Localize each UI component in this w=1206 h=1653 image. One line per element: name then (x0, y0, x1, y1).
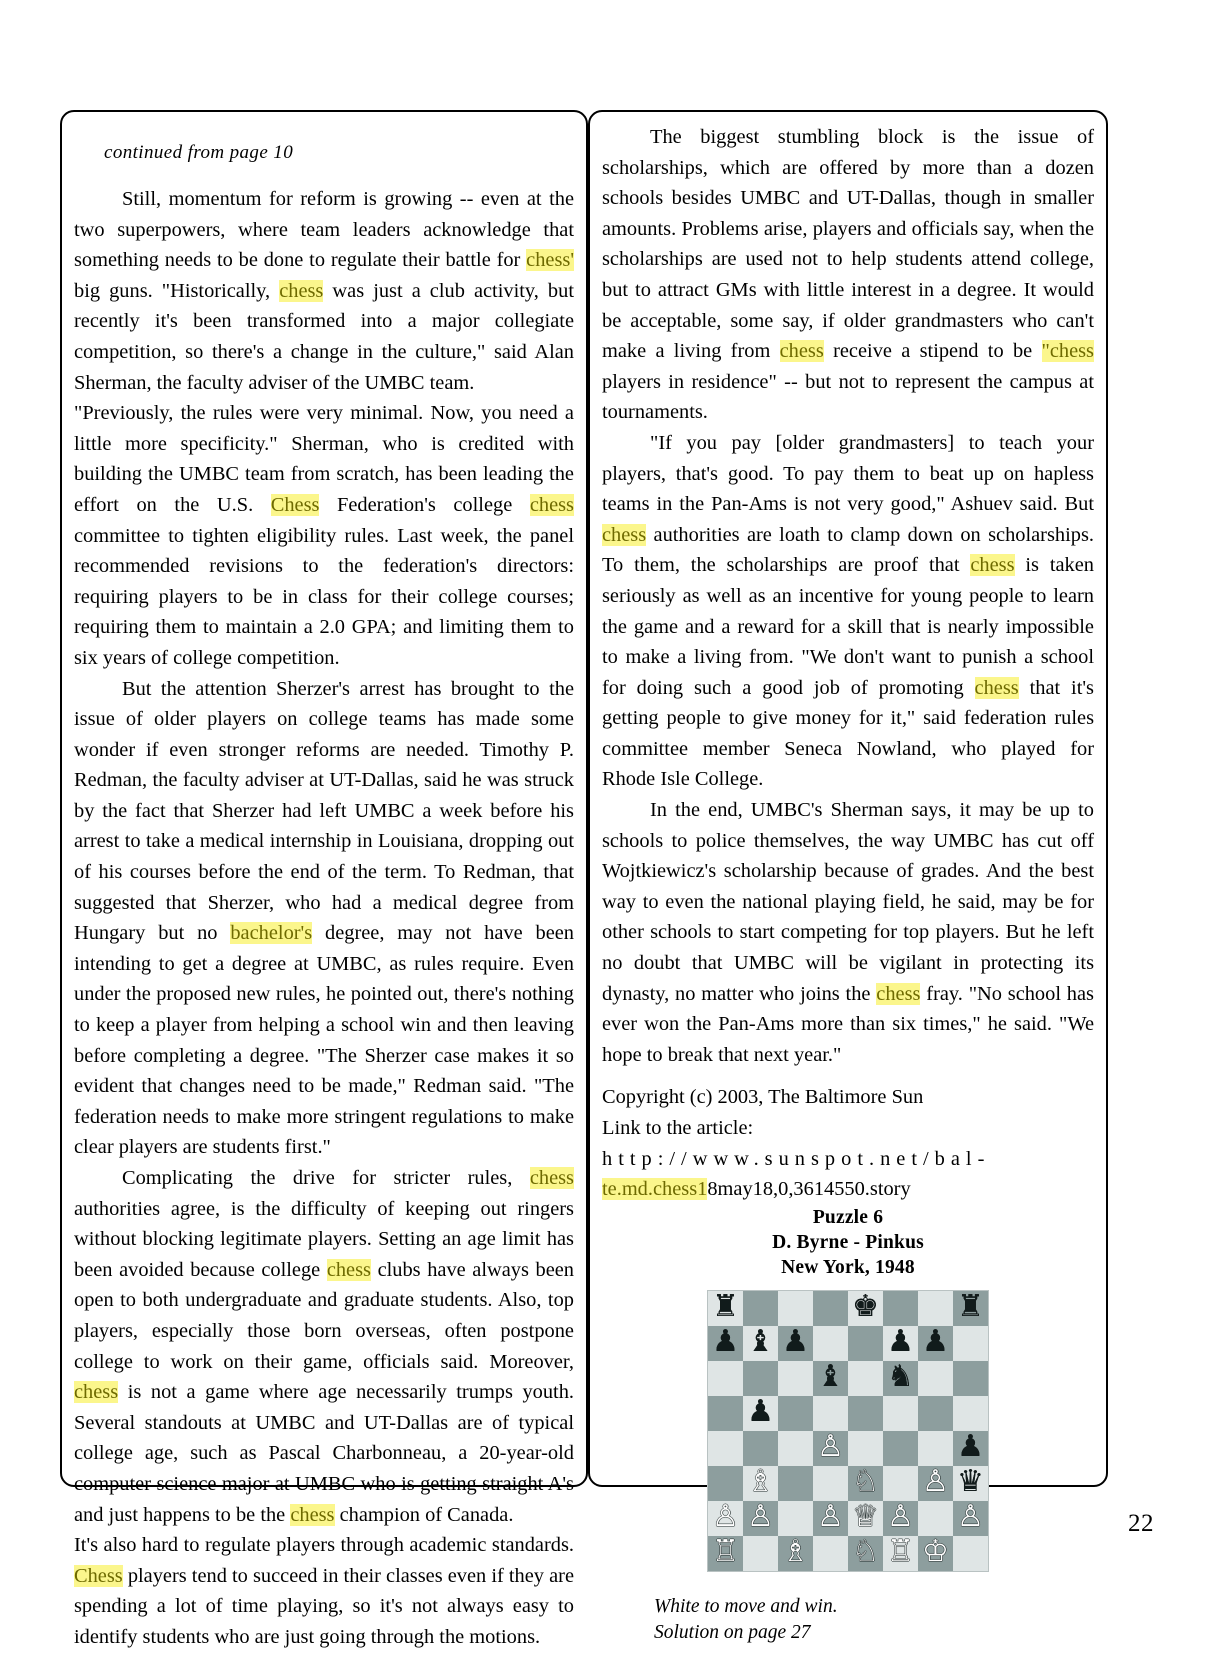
article-url-first-line[interactable]: http://www.sunspot.net/bal- (602, 1147, 991, 1170)
black-pawn-icon: ♟ (957, 1430, 984, 1464)
board-square (883, 1431, 918, 1466)
board-square (778, 1361, 813, 1396)
board-square (743, 1326, 778, 1361)
highlighted-term: chess (974, 676, 1019, 699)
board-square (953, 1431, 988, 1466)
black-bishop-icon: ♝ (817, 1360, 844, 1394)
board-square (953, 1396, 988, 1431)
article-url-highlighted-part: te.md.chess1 (602, 1178, 708, 1201)
board-square (708, 1396, 743, 1431)
right-column-box (588, 110, 1108, 1643)
white-queen-icon: ♕ (852, 1500, 879, 1534)
board-square (848, 1501, 883, 1536)
board-square (883, 1466, 918, 1501)
page-number: 22 (1128, 1510, 1154, 1537)
highlighted-term: chess (529, 493, 574, 516)
white-rook-icon: ♖ (712, 1535, 739, 1569)
puzzle-title: Puzzle 6 (812, 1206, 884, 1228)
white-bishop-icon: ♗ (782, 1535, 809, 1569)
board-square (708, 1501, 743, 1536)
left-column-article-body (74, 184, 574, 1653)
highlighted-term: chess (876, 982, 921, 1005)
black-pawn-icon: ♟ (747, 1395, 774, 1429)
paragraph-p5: It's also hard to regulate players through academic standards. Chess players tend to succeed in their classes even if they are spending a lot of time playing, so it's not always easy to identify students who are just going through the motions. (74, 1534, 574, 1648)
puzzle-players: D. Byrne - Pinkus (772, 1231, 924, 1253)
board-square (848, 1361, 883, 1396)
puzzle-caption-line-2: Solution on page 27 (654, 1621, 811, 1643)
board-square (813, 1326, 848, 1361)
board-square (848, 1326, 883, 1361)
white-pawn-icon: ♙ (887, 1500, 914, 1534)
copyright-line: Copyright (c) 2003, The Baltimore Sun (602, 1086, 924, 1109)
board-square (883, 1326, 918, 1361)
highlighted-term: chess (779, 340, 824, 363)
black-rook-icon: ♜ (957, 1290, 984, 1324)
board-square (813, 1361, 848, 1396)
board-square (918, 1466, 953, 1501)
board-square (848, 1396, 883, 1431)
black-knight-icon: ♞ (887, 1360, 914, 1394)
right-column-content (590, 112, 1106, 1646)
highlighted-term: chess (279, 279, 324, 302)
white-pawn-icon: ♙ (817, 1430, 844, 1464)
board-square (778, 1396, 813, 1431)
black-queen-icon: ♛ (957, 1465, 984, 1499)
highlighted-term: chess (970, 554, 1015, 577)
puzzle-caption (654, 1594, 1094, 1646)
board-square (813, 1431, 848, 1466)
white-rook-icon: ♖ (887, 1535, 914, 1569)
puzzle-caption-line-1: White to move and win. (654, 1595, 838, 1617)
board-square (918, 1291, 953, 1326)
board-square (883, 1396, 918, 1431)
board-square (708, 1431, 743, 1466)
board-square (848, 1466, 883, 1501)
black-king-icon: ♚ (852, 1290, 879, 1324)
highlighted-term: "chess (1041, 340, 1094, 363)
board-square (918, 1361, 953, 1396)
board-square (918, 1431, 953, 1466)
black-pawn-icon: ♟ (887, 1325, 914, 1359)
board-square (883, 1291, 918, 1326)
board-square (708, 1466, 743, 1501)
white-knight-icon: ♘ (852, 1535, 879, 1569)
board-square (848, 1431, 883, 1466)
black-pawn-icon: ♟ (712, 1325, 739, 1359)
board-square (708, 1361, 743, 1396)
board-square (883, 1501, 918, 1536)
board-square (813, 1291, 848, 1326)
paragraph-p1: Still, momentum for reform is growing -- even at the two superpowers, where team leaders acknowledge that something needs to be done to regulate their battle for chess' big guns. "Historically, chess was just a club activity, but recently it's been transformed into a major collegiate competition, so there's a change in the culture," said Alan Sherman, the faculty adviser of the UMBC team. (74, 188, 574, 394)
board-square (813, 1466, 848, 1501)
board-square (918, 1396, 953, 1431)
board-square (918, 1501, 953, 1536)
board-square (778, 1291, 813, 1326)
white-pawn-icon: ♙ (817, 1500, 844, 1534)
paragraph-r2: "If you pay [older grandmasters] to teach your players, that's good. To pay them to beat up on hapless teams in the Pan-Ams is not very good," Ashuev said. But chess authorities are loath to clamp down on scholarships. To them, the scholarships are proof that chess is taken seriously as well as an incentive for young people to learn the game and a reward for a skill that is nearly impossible to make a living from. "We don't want to punish a school for doing such a good job of promoting chess that it's getting people to give money for it," said federation rules committee member Seneca Nowland, who played for Rhode Isle College. (602, 431, 1094, 791)
board-square (743, 1396, 778, 1431)
board-square (848, 1291, 883, 1326)
board-square (813, 1501, 848, 1536)
white-pawn-icon: ♙ (957, 1500, 984, 1534)
board-square (708, 1326, 743, 1361)
paragraph-p2: "Previously, the rules were very minimal. Now, you need a little more specificity." Sherman, who is credited with building the UMBC team from scratch, has been leading the effort on the U.S. Chess Federation's college chess committee to tighten eligibility rules. Last week, the panel recommended revisions to the federation's directors: requiring players to be in class for their college courses; requiring them to maintain a 2.0 GPA; and limiting them to six years of college competition. (74, 402, 574, 669)
board-square (953, 1501, 988, 1536)
puzzle-event: New York, 1948 (781, 1256, 915, 1278)
article-url-remainder: 8may18,0,3614550.story (707, 1178, 911, 1201)
highlighted-term: chess' (526, 249, 574, 272)
chess-board (707, 1290, 989, 1572)
white-pawn-icon: ♙ (922, 1465, 949, 1499)
paragraph-r1: The biggest stumbling block is the issue of scholarships, which are offered by more than a dozen schools besides UMBC and UT-Dallas, though in smaller amounts. Problems arise, players and officials say, when the scholarships are used not to help students attend college, but to attract GMs with little interest in a degree. It would be acceptable, some say, if older grandmasters who can't make a living from chess receive a stipend to be "chess players in residence" -- but not to represent the campus at tournaments. (602, 126, 1094, 424)
white-pawn-icon: ♙ (712, 1500, 739, 1534)
board-square (743, 1291, 778, 1326)
board-square (778, 1326, 813, 1361)
board-square (778, 1466, 813, 1501)
board-square (708, 1291, 743, 1326)
board-square (883, 1361, 918, 1396)
highlighted-term: Chess (270, 493, 320, 516)
board-square (778, 1501, 813, 1536)
paragraph-p3: But the attention Sherzer's arrest has brought to the issue of older players on college teams has made some wonder if even stronger reforms are needed. Timothy P. Redman, the faculty adviser at UT-Dallas, said he was struck by the fact that Sherzer had left UMBC a week before his arrest to take a medical internship in Louisiana, dropping out of his courses before the end of the term. To Redman, that suggested that Sherzer, who had a medical degree from Hungary but no bachelor's degree, may not have been intending to get a degree at UMBC, as rules require. Even under the proposed new rules, he pointed out, there's nothing to keep a player from helping a school win and then leaving before completing a degree. "The Sherzer case makes it so evident that changes need to be made," Redman said. "The federation needs to make more stringent regulations to make clear players are students first." (74, 677, 575, 1159)
black-pawn-icon: ♟ (922, 1325, 949, 1359)
highlighted-term: Chess (74, 1564, 123, 1587)
board-square (743, 1501, 778, 1536)
white-king-icon: ♔ (922, 1535, 949, 1569)
highlighted-term: chess (290, 1503, 335, 1526)
board-square (953, 1291, 988, 1326)
board-square (953, 1466, 988, 1501)
black-rook-icon: ♜ (712, 1290, 739, 1324)
highlighted-term: chess (602, 523, 647, 546)
left-column-box (60, 110, 588, 1648)
board-square (743, 1361, 778, 1396)
highlighted-term: chess (529, 1167, 574, 1189)
white-knight-icon: ♘ (852, 1465, 879, 1499)
board-square (743, 1431, 778, 1466)
board-square (918, 1326, 953, 1361)
link-label: Link to the article: (602, 1117, 754, 1139)
white-bishop-icon: ♗ (747, 1465, 774, 1499)
white-pawn-icon: ♙ (747, 1500, 774, 1534)
black-bishop-icon: ♝ (747, 1325, 774, 1359)
board-square (813, 1396, 848, 1431)
highlighted-term: chess (326, 1258, 371, 1281)
board-square (743, 1466, 778, 1501)
board-square (953, 1326, 988, 1361)
highlighted-term: chess (74, 1381, 119, 1404)
board-square (778, 1431, 813, 1466)
paragraph-p4: Complicating the drive for stricter rules, chess authorities agree, is the difficulty of keeping out ringers without blocking legitimate players. Setting an age limit has been avoided because college chess clubs have always been open to both undergraduate and graduate students. Also, top players, especially those born overseas, often postpone college to work on their game, officials said. Moreover, chess is not a game where age necessarily trumps youth. Several standouts at UMBC and UT-Dallas are of typical college age, such as Pascal Charbonneau, a 20-year-old computer science major at UMBC who is getting straight A's and just happens to be the chess champion of Canada. (74, 1167, 574, 1526)
article-url-second-line[interactable] (602, 1174, 1094, 1205)
paragraph-r3: In the end, UMBC's Sherman says, it may be up to schools to police themselves, the way UMBC has cut off Wojtkiewicz's scholarship because of grades. And the best way to even the national playing field, he said, may be for other schools to start competing for top players. But he left no doubt that UMBC will be vigilant in protecting its dynasty, no matter who joins the chess fray. "No school has ever won the Pan-Ams more than six times," he said. "We hope to break that next year." (602, 799, 1094, 1066)
continued-from-note: continued from page 10 (104, 142, 294, 163)
right-column-article-body (602, 122, 1094, 1070)
highlighted-term: bachelor's (230, 922, 313, 945)
board-square (953, 1361, 988, 1396)
black-pawn-icon: ♟ (782, 1325, 809, 1359)
left-column-content (62, 112, 586, 1653)
chess-diagram (707, 1290, 989, 1572)
